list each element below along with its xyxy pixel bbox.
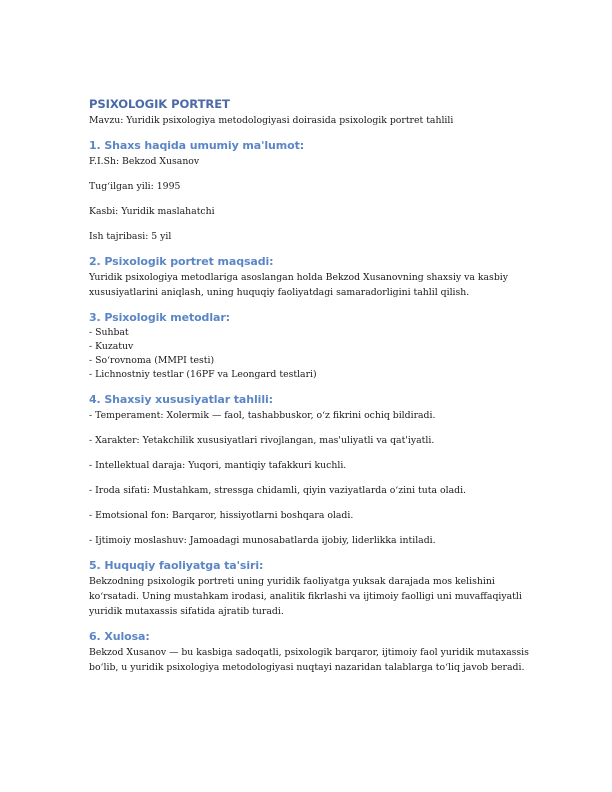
trait-item: - Ijtimoiy moslashuv: Jamoadagi munosabatlarda ijobiy, liderlikka intiladi. — [89, 535, 436, 546]
info-item-profession: Kasbi: Yuridik maslahatchi — [89, 206, 215, 217]
impact-line: yuridik mutaxassis sifatida ajratib turadi. — [89, 606, 284, 617]
section-heading-traits: 4. Shaxsiy xususiyatlar tahlili: — [89, 393, 273, 406]
method-item: - Suhbat — [89, 327, 129, 338]
info-item-name: F.I.Sh: Bekzod Xusanov — [89, 156, 200, 167]
document-page — [89, 96, 529, 675]
section-heading-purpose: 2. Psixologik portret maqsadi: — [89, 255, 274, 268]
page-title: PSIXOLOGIK PORTRET — [89, 97, 230, 111]
trait-item: - Xarakter: Yetakchilik xususiyatlari rivojlangan, mas'uliyatli va qat'iyatli. — [89, 435, 435, 446]
impact-line: ko‘rsatadi. Uning mustahkam irodasi, analitik fikrlashi va ijtimoiy faolligi uni muvaffaqiyatli — [89, 591, 522, 602]
purpose-line: Yuridik psixologiya metodlariga asoslangan holda Bekzod Xusanovning shaxsiy va kasbiy — [89, 272, 508, 283]
section-heading-general-info: 1. Shaxs haqida umumiy ma'lumot: — [89, 139, 305, 152]
conclusion-line: bo‘lib, u yuridik psixologiya metodologiyasi nuqtayi nazaridan talablarga to‘liq javob beradi. — [89, 662, 525, 673]
trait-item: - Temperament: Xolermik — faol, tashabbuskor, o‘z fikrini ochiq bildiradi. — [89, 410, 436, 421]
info-item-birth-year: Tug‘ilgan yili: 1995 — [89, 181, 181, 192]
section-heading-conclusion: 6. Xulosa: — [89, 630, 150, 643]
section-heading-legal-impact: 5. Huquqiy faoliyatga ta'siri: — [89, 559, 264, 572]
info-item-experience: Ish tajribasi: 5 yil — [89, 231, 172, 242]
trait-item: - Emotsional fon: Barqaror, hissiyotlarni boshqara oladi. — [89, 510, 354, 521]
conclusion-line: Bekzod Xusanov — bu kasbiga sadoqatli, psixologik barqaror, ijtimoiy faol yuridik mutaxassis — [89, 647, 529, 658]
trait-item: - Iroda sifati: Mustahkam, stressga chidamli, qiyin vaziyatlarda o‘zini tuta oladi. — [89, 485, 467, 496]
method-item: - Lichnostniy testlar (16PF va Leongard testlari) — [89, 369, 317, 380]
impact-line: Bekzodning psixologik portreti uning yuridik faoliyatga yuksak darajada mos kelishini — [89, 576, 495, 587]
purpose-line: xususiyatlarini aniqlash, uning huquqiy faoliyatdagi samaradorligini tahlil qilish. — [89, 287, 470, 298]
subject-line: Mavzu: Yuridik psixologiya metodologiyasi doirasida psixologik portret tahlili — [89, 115, 454, 126]
trait-item: - Intellektual daraja: Yuqori, mantiqiy tafakkuri kuchli. — [89, 460, 347, 471]
section-heading-methods: 3. Psixologik metodlar: — [89, 311, 230, 324]
method-item: - Kuzatuv — [89, 341, 134, 352]
method-item: - So‘rovnoma (MMPI testi) — [89, 355, 215, 366]
